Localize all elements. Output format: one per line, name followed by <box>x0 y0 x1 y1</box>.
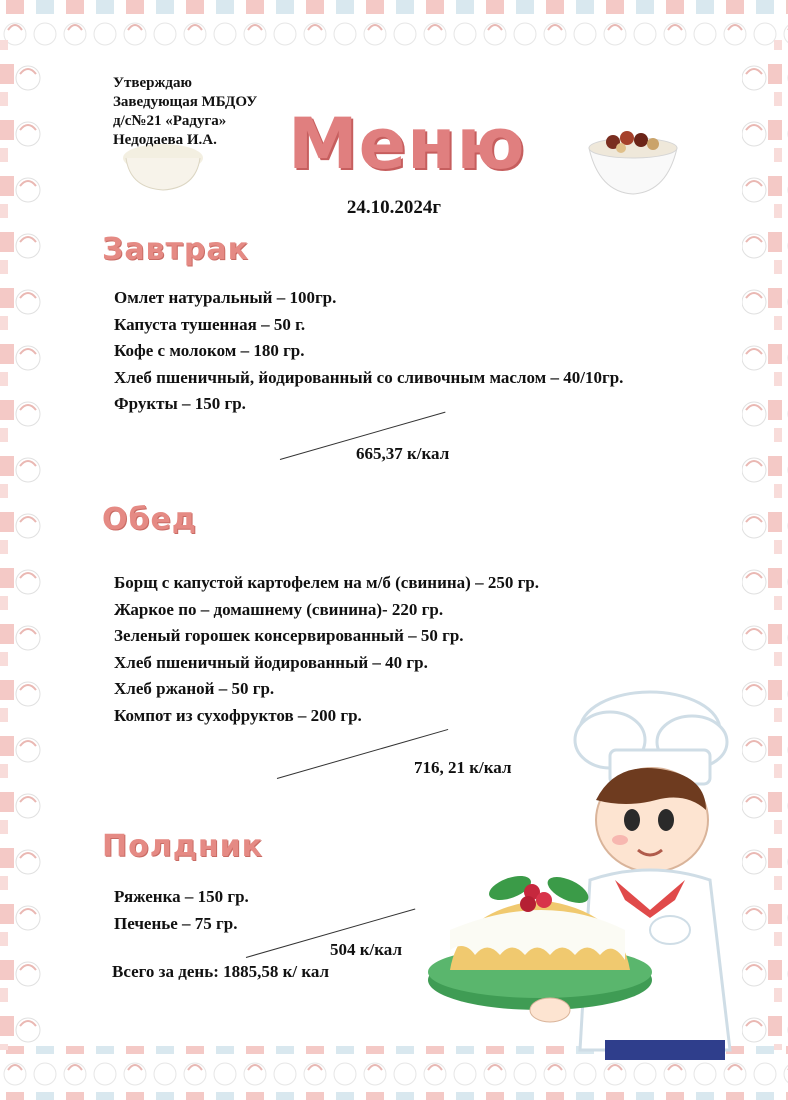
list-item: Компот из сухофруктов – 200 гр. <box>114 705 362 725</box>
snack-heading: Полдник <box>102 829 264 864</box>
approval-signatory: Недодаева И.А. <box>113 132 217 148</box>
chef-face-icon <box>596 768 708 872</box>
bowl-icon <box>583 118 683 198</box>
list-item: Зеленый горошек консервированный – 50 гр. <box>114 626 464 645</box>
list-item: Хлеб ржаной – 50 гр. <box>114 679 275 698</box>
breakfast-kcal: 665,37 к/кал <box>356 444 450 463</box>
approval-line: Утверждаю <box>113 75 192 91</box>
daily-total: Всего за день: 1885,58 к/ кал <box>112 962 330 981</box>
page-title: Меню <box>288 103 526 185</box>
list-item: Кофе с молоком – 180 гр. <box>114 341 305 360</box>
menu-date: 24.10.2024г <box>346 197 442 218</box>
list-item: Хлеб пшеничный йодированный – 40 гр. <box>114 652 428 672</box>
list-item: Фрукты – 150 гр. <box>114 394 246 413</box>
breakfast-heading: Завтрак <box>102 232 250 267</box>
list-item: Капуста тушенная – 50 г. <box>114 314 306 334</box>
approval-position: Заведующая МБДОУ <box>113 94 258 110</box>
approval-organization: д/с№21 «Радуга» <box>113 113 227 129</box>
list-item: Ряженка – 150 гр. <box>114 887 249 906</box>
snack-kcal: 504 к/кал <box>330 940 402 959</box>
lunch-heading: Обед <box>102 502 198 537</box>
list-item: Хлеб пшеничный, йодированный со сливочным маслом – 40/10гр. <box>114 367 624 387</box>
snack-list <box>114 884 249 937</box>
list-item: Борщ с капустой картофелем на м/б (свинина) – 250 гр. <box>114 573 540 592</box>
breakfast-list <box>114 285 623 418</box>
chef-illustration <box>420 680 750 1080</box>
list-item: Омлет натуральный – 100гр. <box>114 288 337 307</box>
list-item: Жаркое по – домашнему (свинина)- 220 гр. <box>114 599 444 619</box>
lunch-kcal: 716, 21 к/кал <box>414 758 512 777</box>
list-item: Печенье – 75 гр. <box>114 913 238 933</box>
approval-block <box>113 74 257 150</box>
